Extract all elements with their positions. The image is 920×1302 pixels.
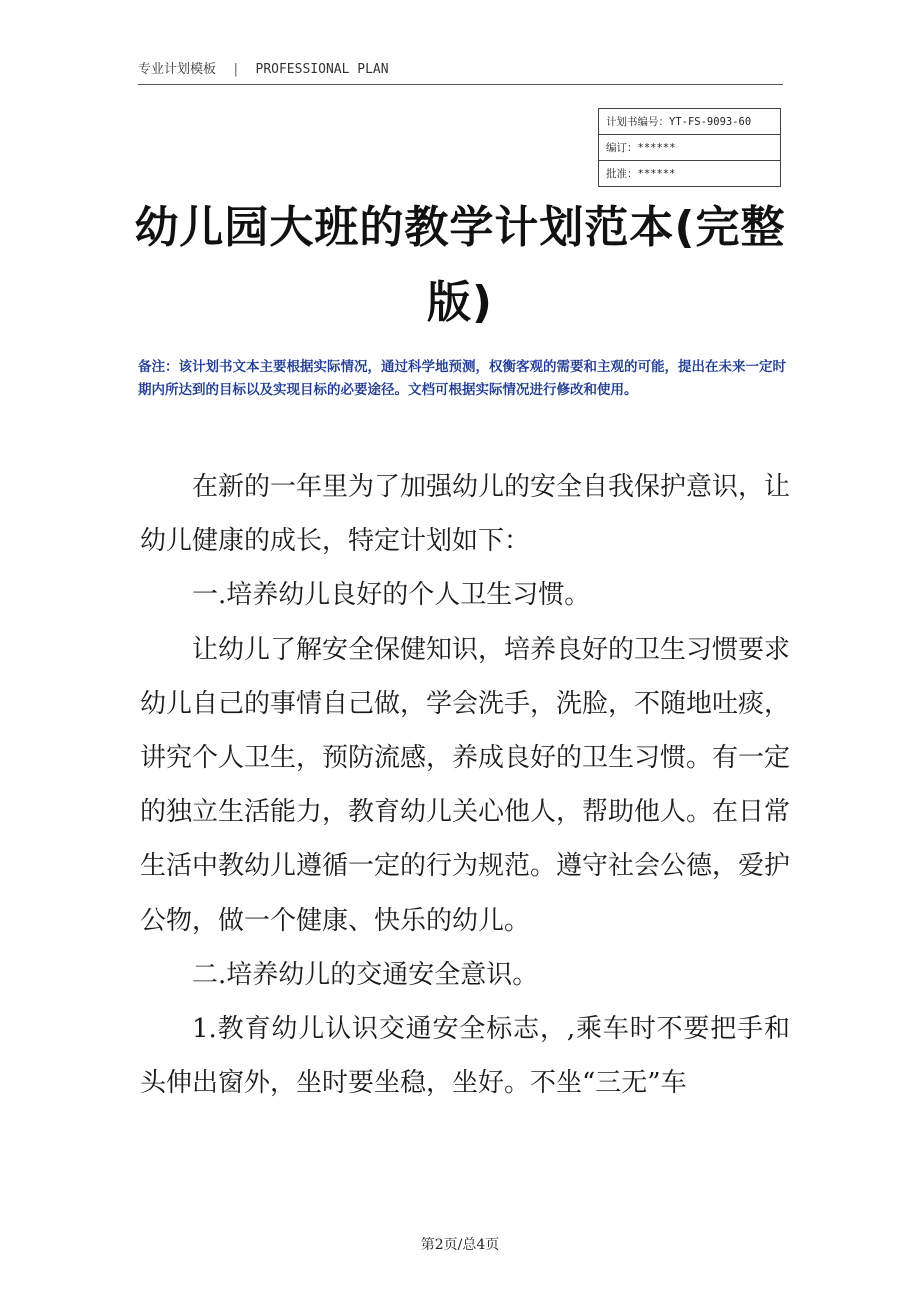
body-paragraph: 在新的一年里为了加强幼儿的安全自我保护意识，让幼儿健康的成长，特定计划如下： [140, 472, 791, 557]
page-number-footer: 第2页/总4页 [420, 1237, 500, 1253]
approver-cell: 批准：****** [599, 161, 781, 187]
document-body [140, 460, 790, 1110]
header-separator: | [231, 62, 240, 77]
remark-note: 备注：该计划书文本主要根据实际情况，通过科学地预测，权衡客观的需要和主观的可能，提出在未来一定时期内所达到的目标以及实现目标的必要途径。文档可根据实际情况进行修改和使用。 [138, 359, 786, 398]
page-header [138, 58, 783, 85]
body-paragraph: 让幼儿了解安全保健知识，培养良好的卫生习惯要求幼儿自己的事情自己做，学会洗手，洗脸，不随地吐痰，讲究个人卫生，预防流感，养成良好的卫生习惯。有一定的独立生活能力，教育幼儿关心他人，帮助他人。在日常生活中教幼儿遵循一定的行为规范。遵守社会公德，爱护公物，做一个健康、快乐的幼儿。 [140, 634, 791, 936]
body-paragraph: 1.教育幼儿认识交通安全标志，,乘车时不要把手和头伸出窗外，坐时要坐稳，坐好。不坐“三无”车 [140, 1014, 790, 1099]
editor-cell: 编订：****** [599, 135, 781, 161]
plan-number-cell: 计划书编号：YT-FS-9093-60 [599, 109, 781, 135]
document-title: 幼儿园大班的教学计划范本(完整版) [134, 202, 786, 328]
header-right-label: PROFESSIONAL PLAN [255, 62, 389, 77]
document-info-table [598, 108, 781, 187]
header-left-label: 专业计划模板 [138, 62, 217, 77]
body-paragraph: 一.培养幼儿良好的个人卫生习惯。 [192, 580, 591, 611]
body-paragraph: 二.培养幼儿的交通安全意识。 [192, 959, 539, 990]
